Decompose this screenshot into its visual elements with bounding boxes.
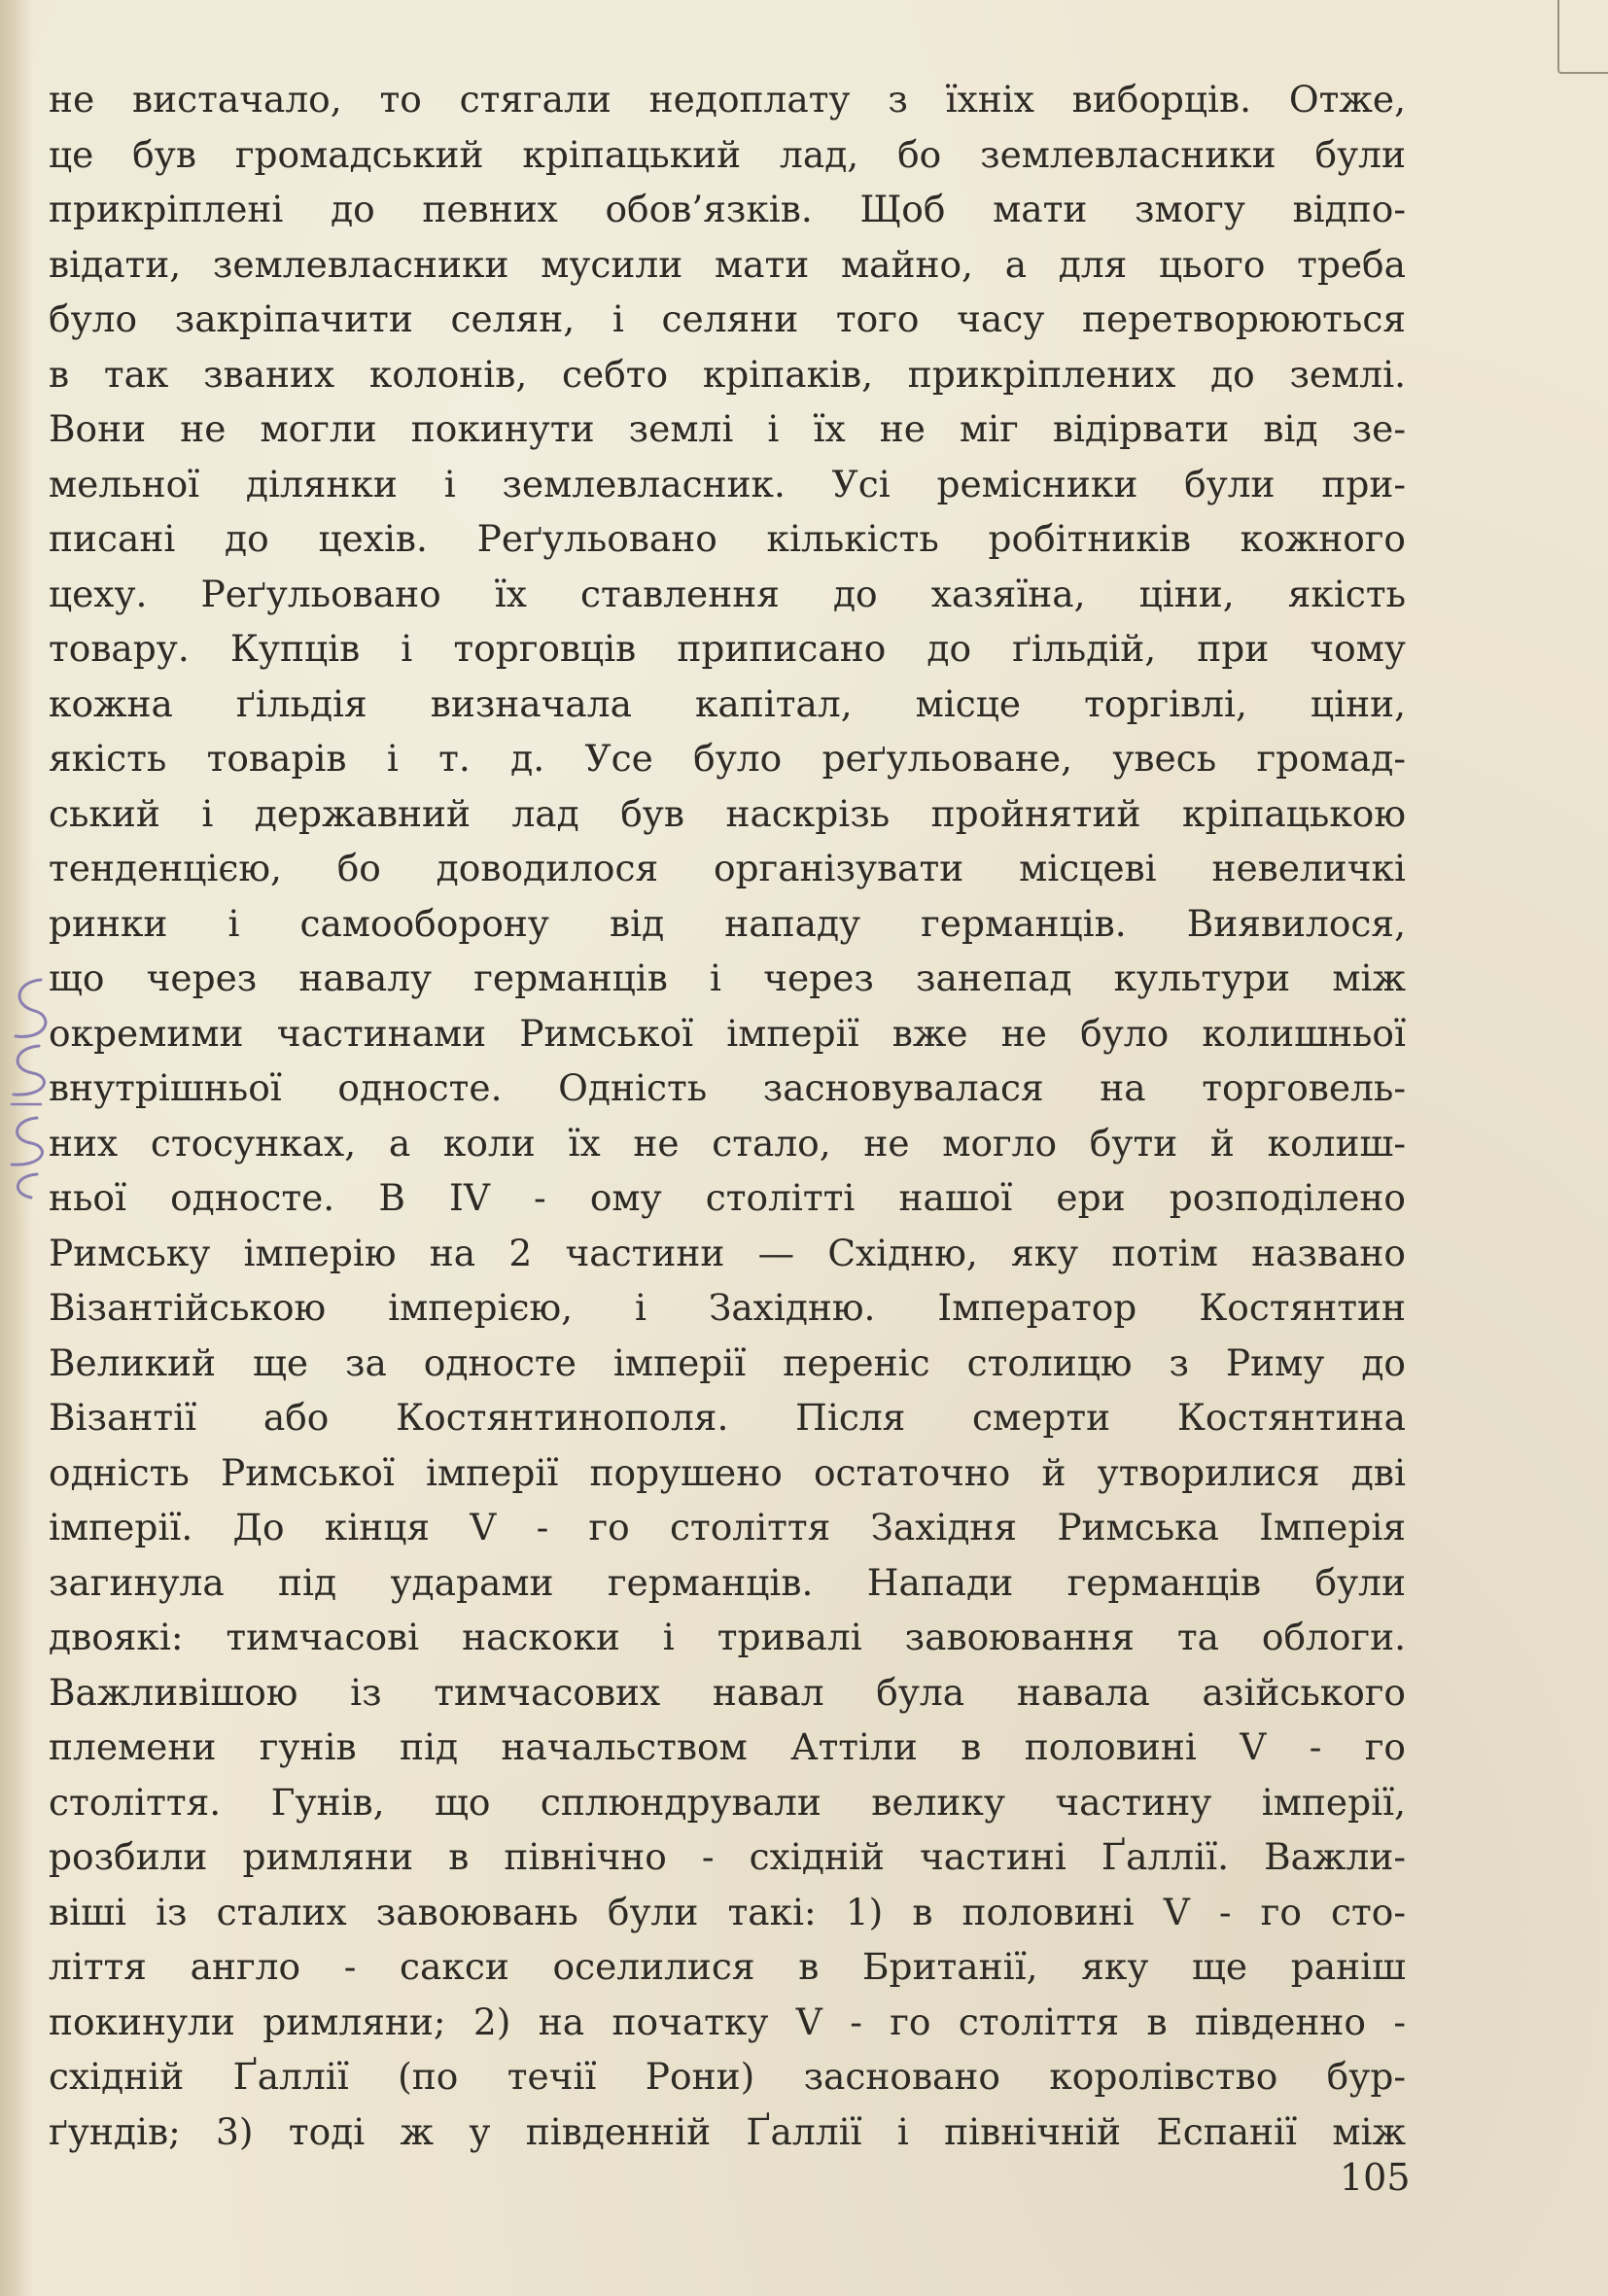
text-line-19: внутрішньої односте. Одність засновувалася на торговель- — [49, 1066, 1406, 1109]
text-line-36: покинули римляни; 2) на початку V - го століття в південно - — [49, 2000, 1406, 2043]
text-line-31: племени гунів під начальством Аттіли в половині V - го — [49, 1725, 1406, 1768]
text-line-26: одність Римської імперії порушено остаточно й утворилися дві — [49, 1450, 1406, 1494]
text-line-8: мельної ділянки і землевласник. Усі ремісники були при- — [49, 462, 1406, 505]
text-line-16: ринки і самооборону від нападу германців. Виявилося, — [49, 901, 1406, 945]
text-line-20: них стосунках, а коли їх не стало, не могло бути й колиш- — [49, 1121, 1406, 1165]
text-line-27: імперії. До кінця V - го століття Західня Римська Імперія — [49, 1506, 1406, 1548]
text-line-14: ський і державний лад був наскрізь пройнятий кріпацькою — [49, 791, 1406, 835]
text-line-25: Візантії або Костянтинополя. Після смерти Костянтина — [49, 1396, 1406, 1439]
text-line-24: Великий ще за односте імперії переніс столицю з Риму до — [49, 1340, 1406, 1384]
text-line-28: загинула під ударами германців. Напади германців були — [49, 1560, 1406, 1604]
text-line-7: Вони не могли покинути землі і їх не міг відірвати від зе- — [49, 407, 1406, 450]
text-line-17: що через навалу германців і через занепад культури між — [49, 957, 1406, 999]
text-line-11: товару. Купців і торговців приписано до ґільдій, при чому — [49, 627, 1406, 670]
text-line-9: писані до цехів. Реґульовано кількість робітників кожного — [49, 517, 1406, 560]
text-line-34: віші із сталих завоювань були такі: 1) в половині V - го сто- — [49, 1890, 1406, 1933]
page-number: 105 — [1340, 2156, 1411, 2199]
text-line-33: розбили римляни в північно - східній частині Ґаллії. Важли- — [49, 1835, 1406, 1878]
text-line-5: було закріпачити селян, і селяни того часу перетворюються — [49, 297, 1406, 340]
text-line-23: Візантійською імперією, і Західню. Імператор Костянтин — [49, 1286, 1406, 1329]
corner-mark — [1557, 0, 1608, 74]
text-line-4: відати, землевласники мусили мати майно, а для цього треба — [49, 242, 1406, 286]
text-line-3: прикріплені до певних обов’язків. Щоб мати змогу відпо- — [49, 188, 1406, 230]
text-line-35: ліття англо - сакси оселилися в Британії, яку ще раніш — [49, 1945, 1406, 1988]
text-line-38: ґундів; 3) тоді ж у південній Ґаллії і північній Еспанії між — [49, 2109, 1406, 2153]
text-line-6: в так званих колонів, себто кріпаків, прикріплених до землі. — [49, 352, 1406, 396]
text-line-15: тенденцією, бо доводилося організувати місцеві невеличкі — [49, 847, 1406, 889]
body-text — [49, 72, 1406, 2159]
text-line-22: Римську імперію на 2 частини — Східню, яку потім названо — [49, 1231, 1406, 1274]
text-line-30: Важливішою із тимчасових навал була навала азійського — [49, 1670, 1406, 1714]
text-line-13: якість товарів і т. д. Усе було реґульоване, увесь громад- — [49, 737, 1406, 780]
text-line-1: не вистачало, то стягали недоплату з їхніх виборців. Отже, — [49, 78, 1406, 121]
text-line-21: ньої односте. В IV - ому столітті нашої ери розподілено — [49, 1176, 1406, 1219]
text-line-29: двоякі: тимчасові наскоки і тривалі завоювання та облоги. — [49, 1616, 1406, 1658]
text-line-10: цеху. Реґульовано їх ставлення до хазяїна, ціни, якість — [49, 572, 1406, 615]
text-line-32: століття. Гунів, що сплюндрували велику частину імперії, — [49, 1780, 1406, 1824]
text-line-12: кожна ґільдія визначала капітал, місце торгівлі, ціни, — [49, 681, 1406, 725]
text-line-37: східній Ґаллії (по течії Рони) засновано королівство бур- — [49, 2055, 1406, 2098]
text-line-2: це був громадський кріпацький лад, бо землевласники були — [49, 132, 1406, 176]
text-line-18: окремими частинами Римської імперії вже не було колишньої — [49, 1011, 1406, 1055]
